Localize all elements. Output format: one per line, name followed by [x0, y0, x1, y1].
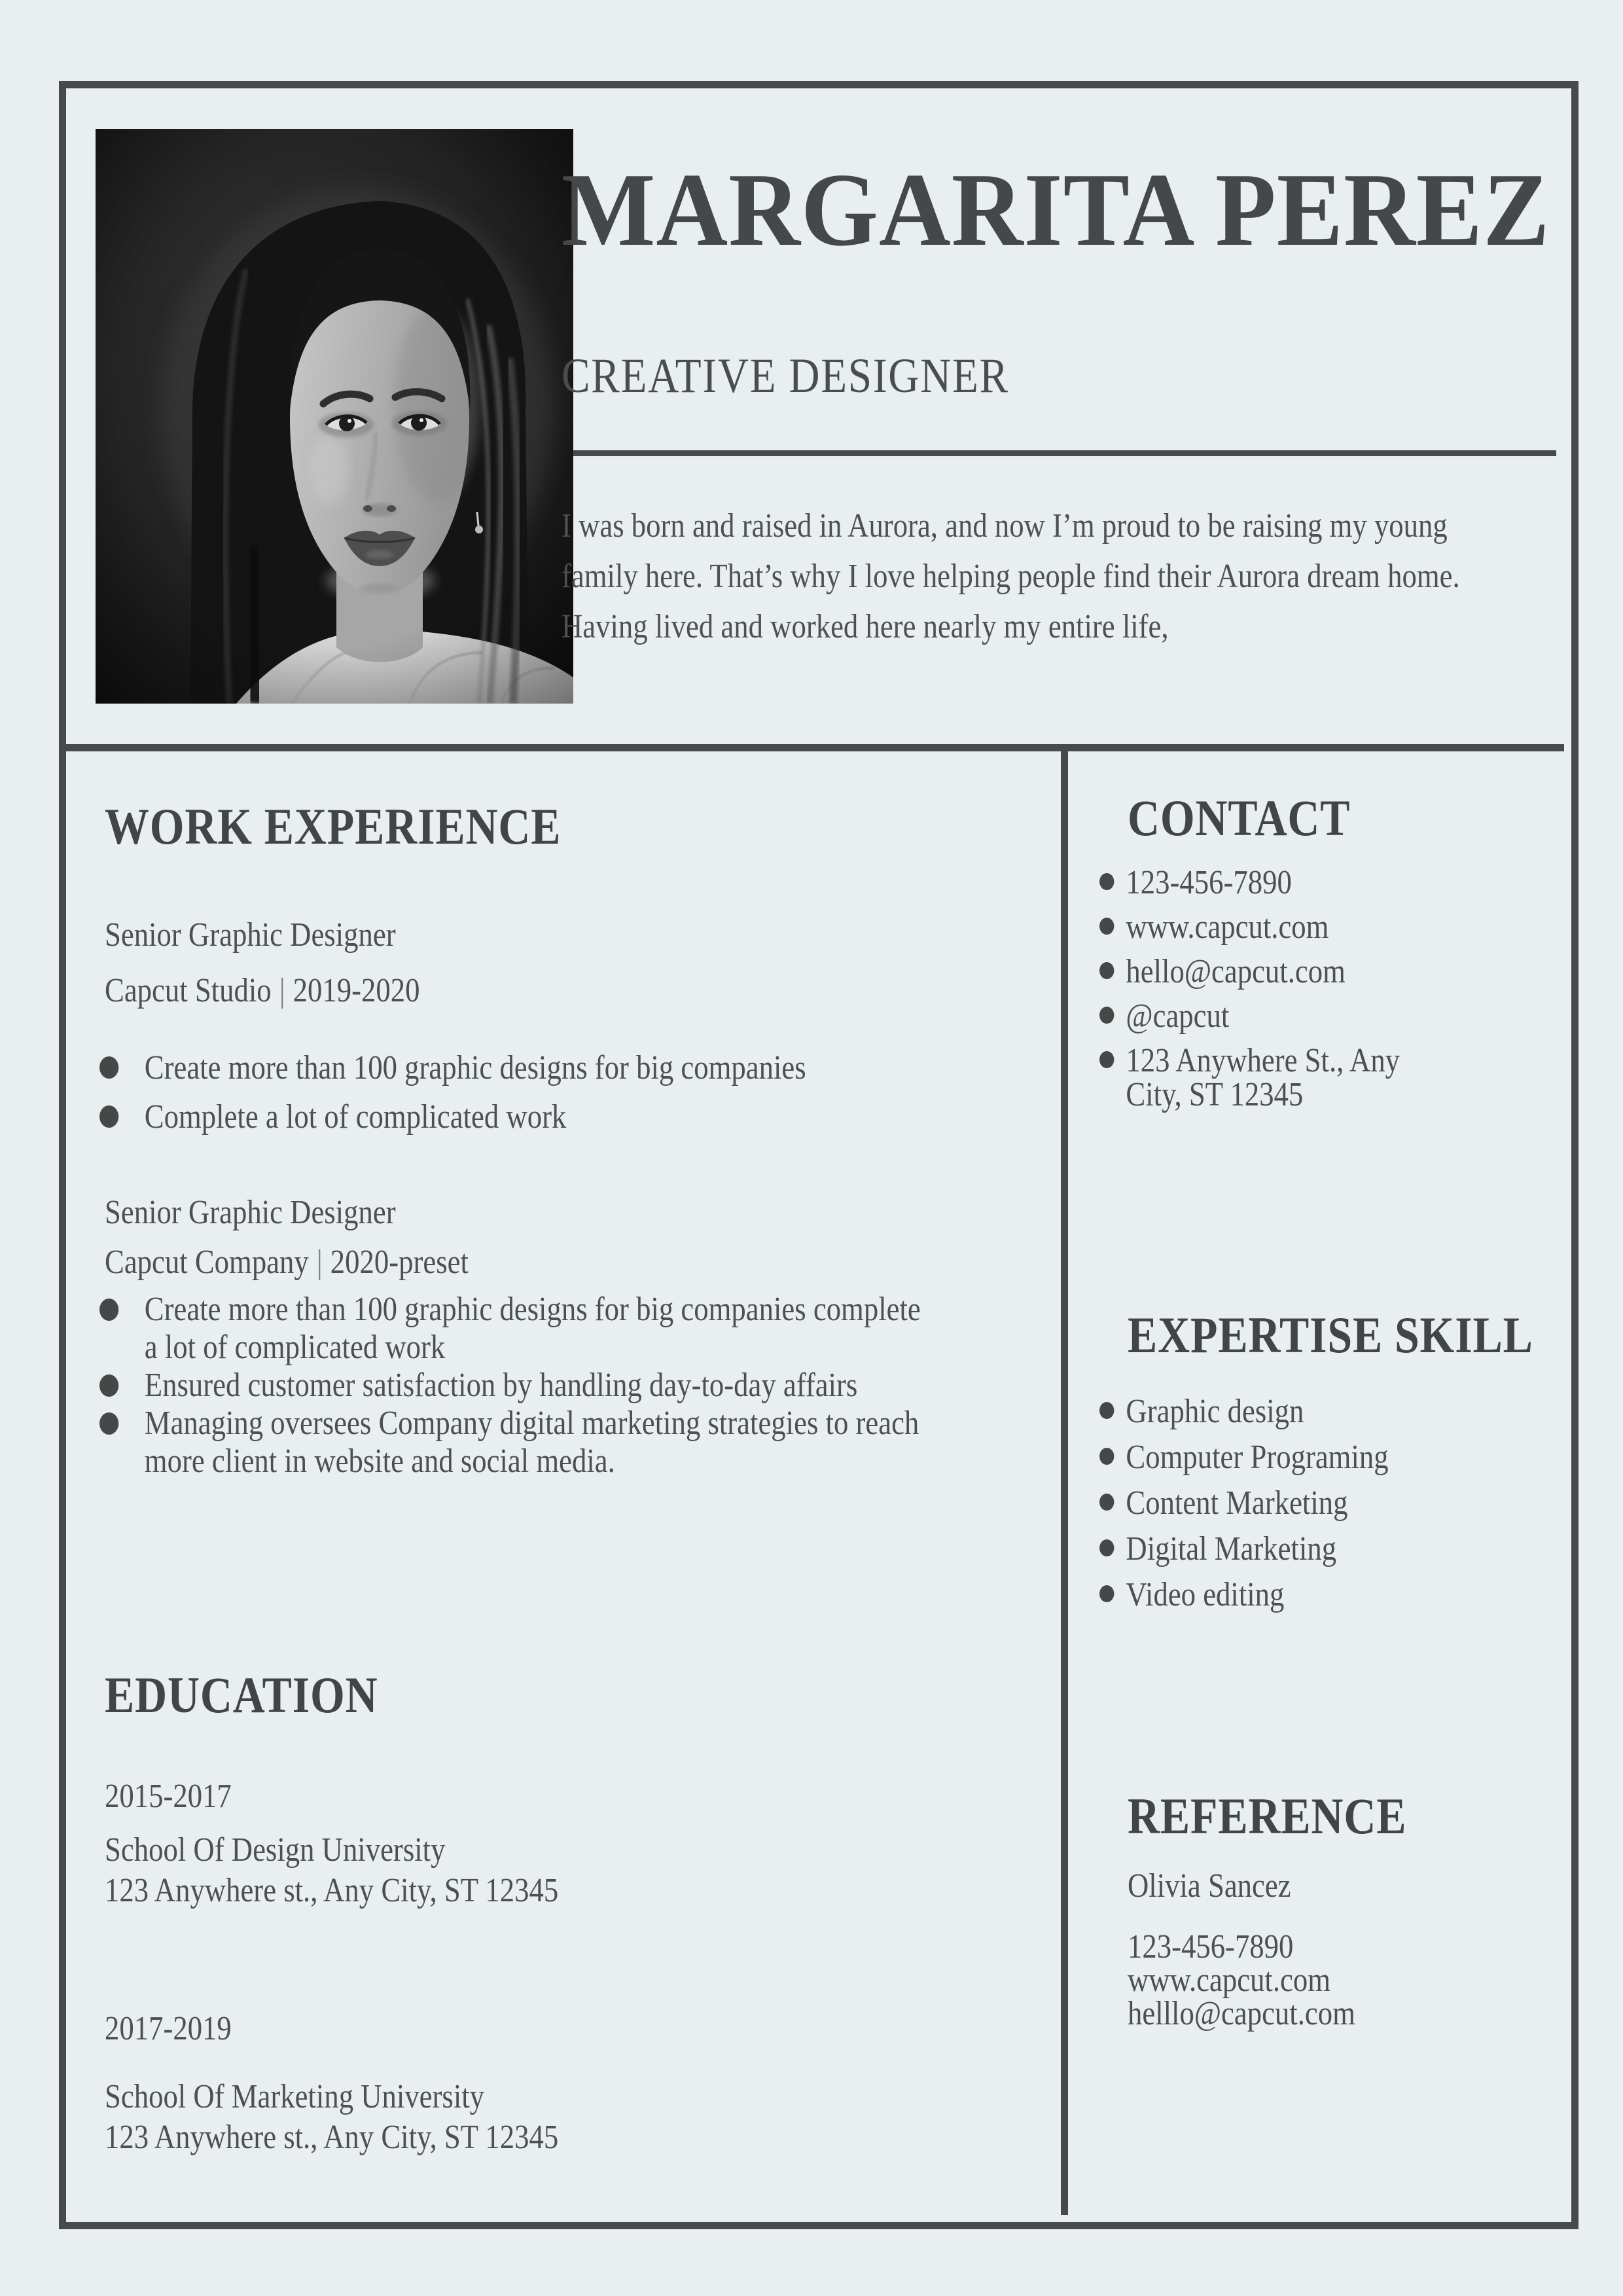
skill-item [1099, 1395, 1493, 1429]
bullet-icon [1099, 1051, 1114, 1068]
bullet-text: Create more than 100 graphic designs for big companies [144, 1049, 806, 1086]
bullet-icon [1099, 918, 1114, 935]
bullet-text: Create more than 100 graphic designs for big companies complete a lot of complicated work [144, 1291, 921, 1366]
bullet-item [99, 1092, 923, 1141]
education-address: 123 Anywhere st., Any City, ST 12345 [105, 2119, 559, 2156]
bullet-icon [99, 1056, 118, 1079]
education-school: School Of Design University [105, 1831, 446, 1869]
bullet-icon [99, 1299, 118, 1321]
role-title: CREATIVE DESIGNER [562, 349, 1009, 403]
job-title: Senior Graphic Designer [105, 916, 396, 954]
bullet-icon [1099, 873, 1114, 890]
education-years: 2015-2017 [105, 1778, 232, 1815]
reference-heading: REFERENCE [1128, 1787, 1407, 1844]
portrait-illustration [96, 129, 573, 704]
contact-item-address [1099, 1044, 1437, 1112]
education-school: School Of Marketing University [105, 2078, 485, 2115]
bullet-icon [1099, 1539, 1114, 1556]
contact-list [1099, 866, 1437, 1122]
job-period: 2019-2020 [293, 972, 420, 1009]
skill-text: Content Marketing [1126, 1484, 1348, 1522]
contact-text: hello@capcut.com [1126, 953, 1346, 990]
education-school-block [105, 2077, 558, 2158]
skill-item [1099, 1441, 1493, 1475]
intro-paragraph: I was born and raised in Aurora, and now I’m proud to be raising my young family here. That’s why I love helping people find their Aurora dream home. Having lived and worked here nearly my entire life, [562, 507, 1460, 645]
bullet-item [99, 1405, 923, 1480]
header-bottom-divider [59, 744, 1564, 751]
skill-text: Computer Programing [1126, 1439, 1389, 1476]
bullet-text: Complete a lot of complicated work [144, 1098, 567, 1136]
job-bullet-list [99, 1043, 923, 1141]
work-experience-heading: WORK EXPERIENCE [105, 798, 562, 855]
contact-text: 123 Anywhere St., Any City, ST 12345 [1126, 1042, 1400, 1113]
contact-item-phone [1099, 866, 1437, 900]
column-divider [1061, 744, 1068, 2215]
skill-text: Digital Marketing [1126, 1530, 1337, 1568]
bullet-icon [1099, 1585, 1114, 1602]
bullet-text: Ensured customer satisfaction by handling day-to-day affairs [144, 1367, 858, 1404]
reference-contact-block [1128, 1930, 1355, 2030]
contact-item-email [1099, 955, 1437, 989]
bullet-text: Managing oversees Company digital marketing strategies to reach more client in website and social media. [144, 1405, 919, 1480]
contact-text: www.capcut.com [1126, 908, 1329, 946]
bullet-icon [99, 1412, 118, 1435]
skill-item [1099, 1578, 1493, 1612]
bullet-icon [1099, 1007, 1114, 1024]
name-heading: MARGARITA PEREZ [562, 151, 1550, 268]
bullet-icon [99, 1374, 118, 1397]
job-title: Senior Graphic Designer [105, 1194, 396, 1231]
contact-text: 123-456-7890 [1126, 864, 1292, 901]
bullet-item [99, 1291, 923, 1367]
skill-text: Graphic design [1126, 1393, 1304, 1430]
skill-item [1099, 1486, 1493, 1520]
job-bullet-list [99, 1291, 923, 1480]
job-period: 2020-preset [330, 1244, 469, 1281]
title-underline [562, 450, 1556, 456]
profile-photo [96, 129, 573, 704]
company-period-separator: | [316, 1244, 323, 1281]
bullet-icon [99, 1105, 118, 1128]
education-address: 123 Anywhere st., Any City, ST 12345 [105, 1872, 559, 1909]
contact-item-handle [1099, 999, 1437, 1033]
job-company-line [105, 1246, 469, 1280]
reference-name: Olivia Sancez [1128, 1867, 1291, 1905]
skill-text: Video editing [1126, 1576, 1285, 1613]
contact-item-website [1099, 910, 1437, 944]
reference-website: www.capcut.com [1128, 1962, 1331, 1999]
bullet-icon [1099, 1402, 1114, 1419]
contact-heading: CONTACT [1128, 789, 1351, 846]
reference-phone: 123-456-7890 [1128, 1928, 1294, 1965]
education-years: 2017-2019 [105, 2010, 232, 2047]
company-name: Capcut Studio [105, 972, 272, 1009]
contact-text: @capcut [1126, 997, 1230, 1035]
bullet-icon [1099, 1448, 1114, 1465]
education-school-block [105, 1830, 558, 1911]
bullet-icon [1099, 1494, 1114, 1511]
skills-heading: EXPERTISE SKILL [1128, 1306, 1533, 1363]
job-company-line [105, 974, 419, 1008]
company-name: Capcut Company [105, 1244, 309, 1281]
bullet-item [99, 1043, 923, 1092]
company-period-separator: | [279, 972, 285, 1009]
bullet-item [99, 1367, 923, 1405]
education-heading: EDUCATION [105, 1666, 378, 1723]
reference-email: helllo@capcut.com [1128, 1995, 1355, 2032]
skills-list [1099, 1395, 1493, 1624]
bullet-icon [1099, 962, 1114, 979]
skill-item [1099, 1532, 1493, 1566]
